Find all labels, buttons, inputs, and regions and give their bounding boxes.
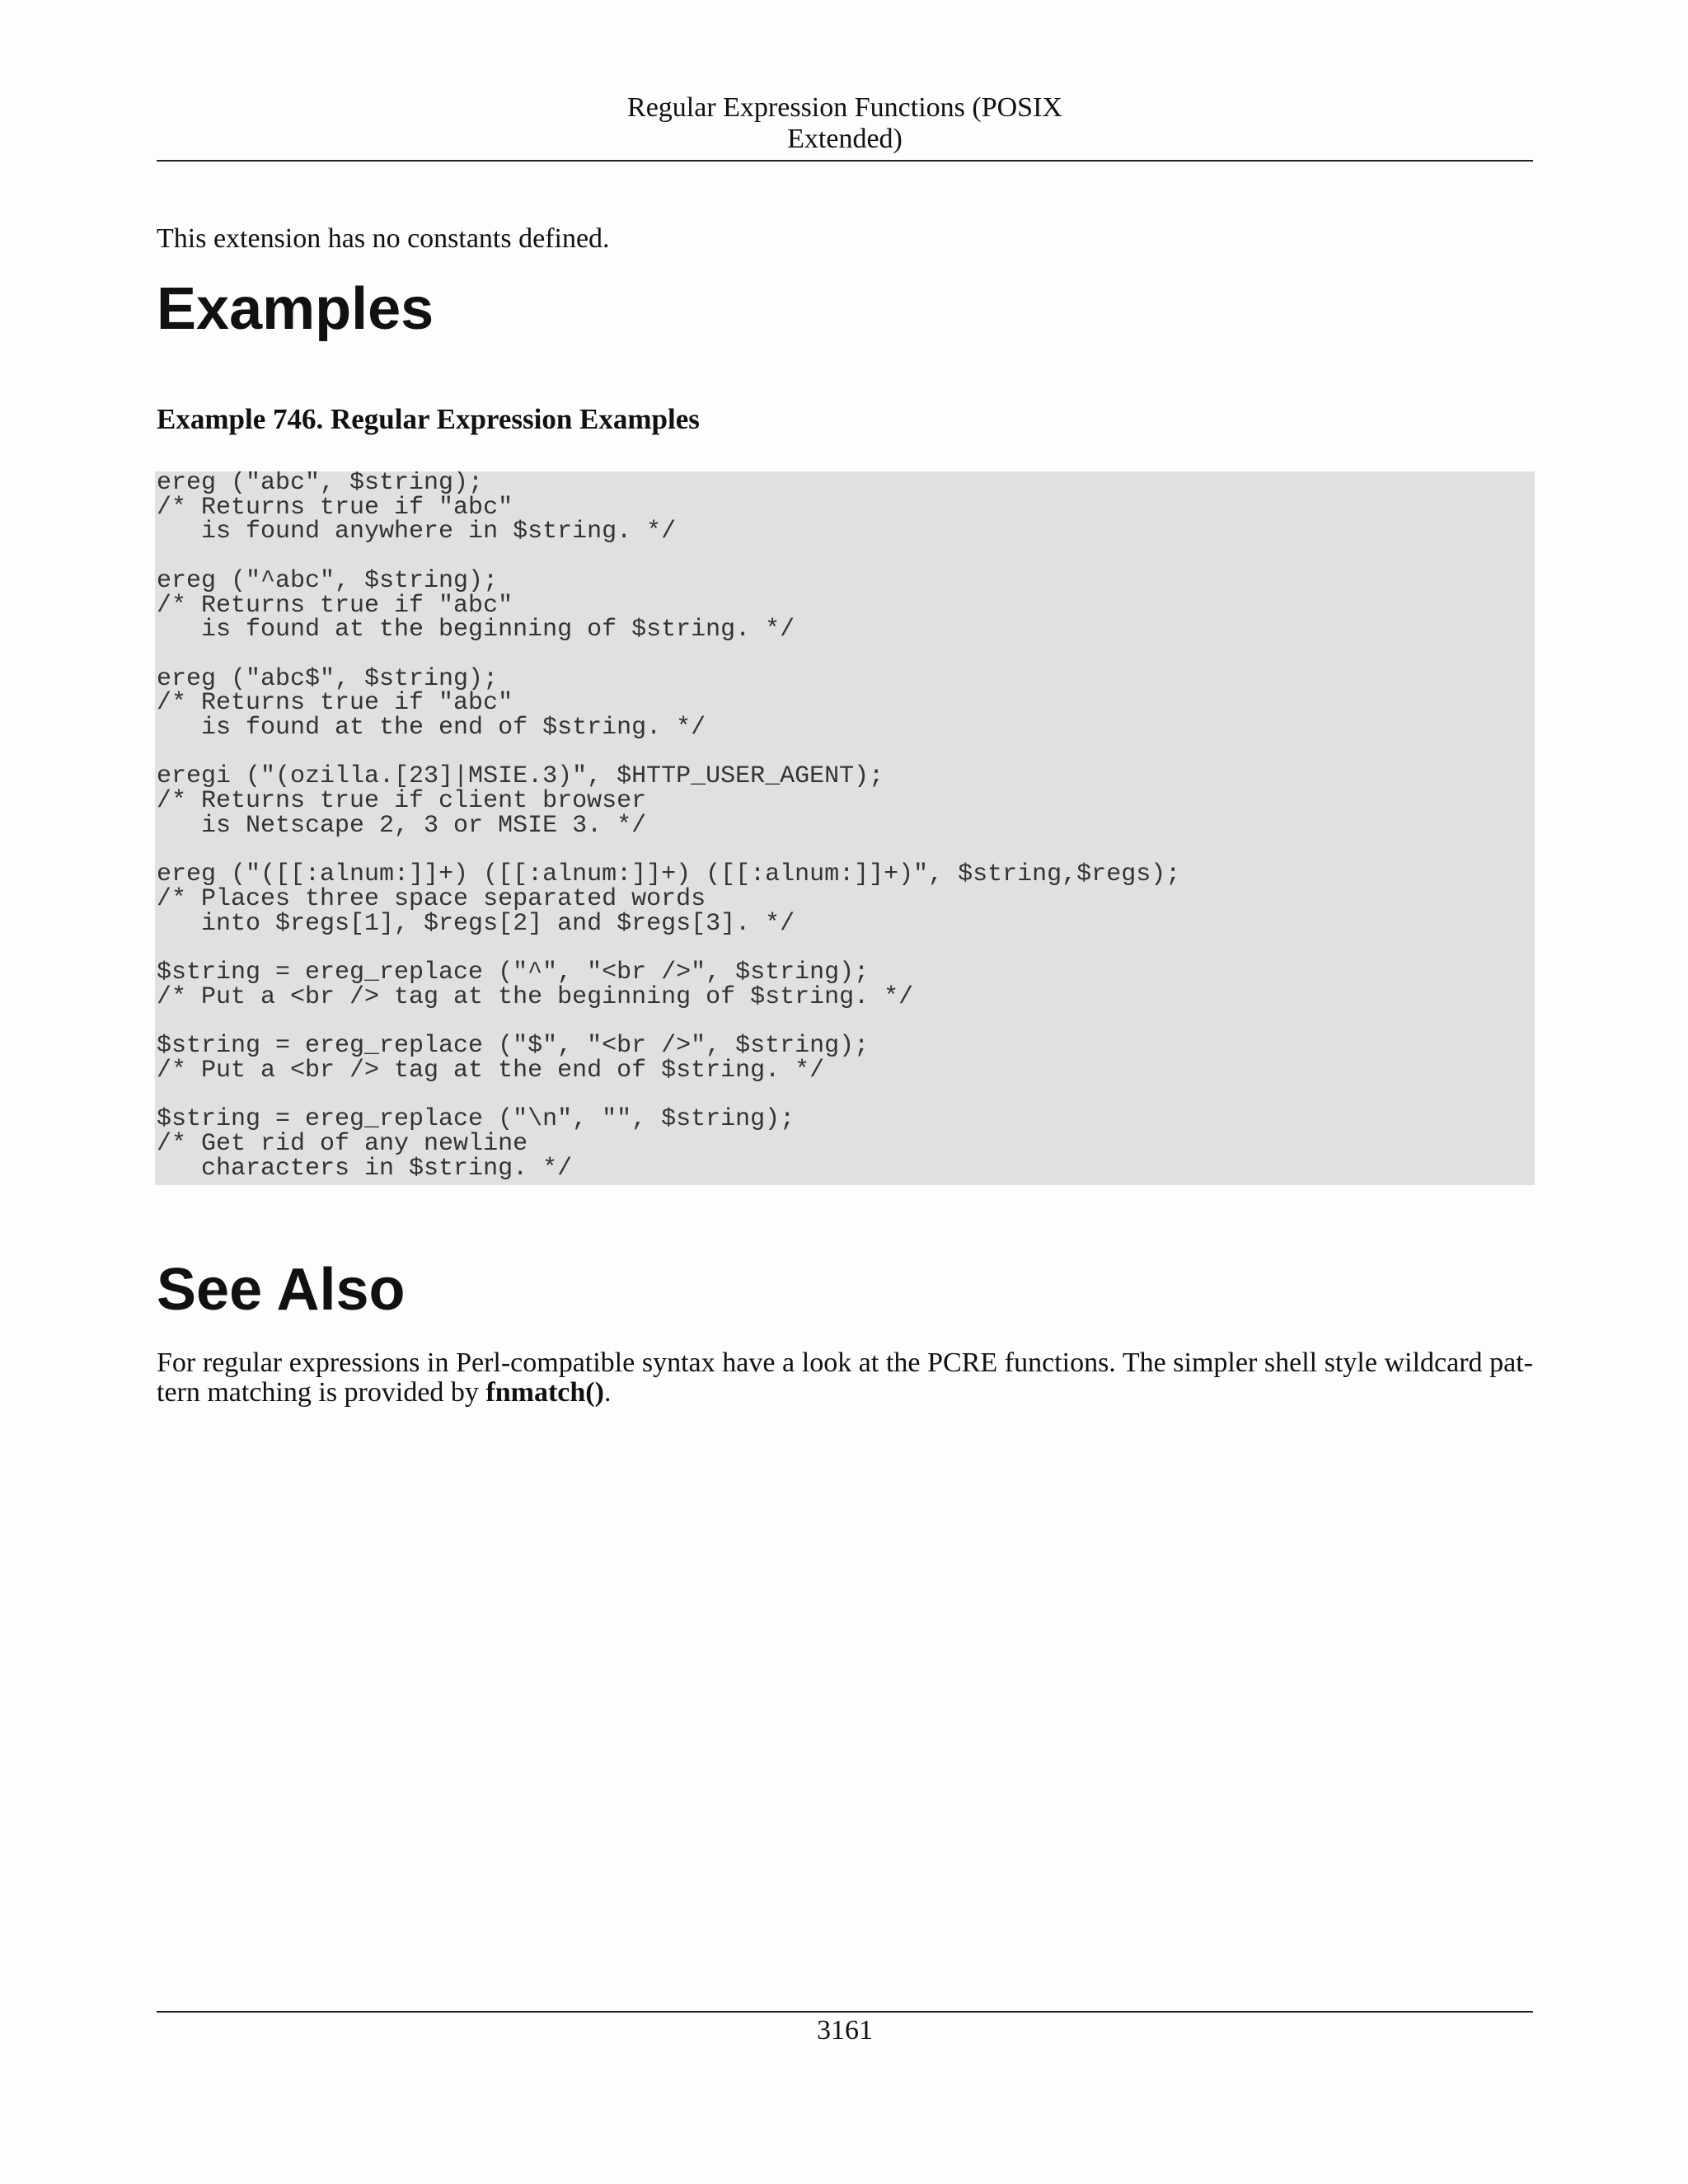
see-also-text: For regular expressions in Perl-compatible syntax have a look at the PCRE functions. The simpler shell style wildcard pat-tern matching is provided by <box>157 1347 1533 1408</box>
see-also-text-end: . <box>603 1377 612 1408</box>
examples-heading: Examples <box>157 276 434 342</box>
footer-divider <box>157 2011 1533 2013</box>
header-divider <box>157 160 1533 162</box>
see-also-heading: See Also <box>157 1257 406 1323</box>
example-title: Example 746. Regular Expression Examples <box>157 403 700 435</box>
fnmatch-function-link[interactable]: fnmatch() <box>485 1377 604 1408</box>
header-title-line-2: Extended) <box>787 124 903 154</box>
page-header <box>157 92 1533 155</box>
intro-paragraph: This extension has no constants defined. <box>157 223 610 254</box>
page-number: 3161 <box>817 2015 873 2046</box>
code-block <box>155 471 1535 1185</box>
header-title-line-1: Regular Expression Functions (POSIX <box>627 92 1062 123</box>
see-also-paragraph <box>157 1348 1533 1408</box>
code-listing: ereg ("abc", $string); /* Returns true if "abc" is found anywhere in $string. */ ereg ("^abc", $string); /* Returns true if "abc" is found at the beginning of $string. */ ereg ("abc$", $string); /* Returns true if "abc" is found at the end of $string. */ eregi ("(ozilla.[23]|MSIE.3)", $HTTP_USER_AGENT); /* Returns true if client browser is Netscape 2, 3 or MSIE 3. */ ereg ("([[:alnum:]]+) ([[:alnum:]]+) ([[:alnum:]]+)", $string,$regs); /* Places three space separated words into $regs[1], $regs[2] and $regs[3]. */ $string = ereg_replace ("^", "<br />", $string); /* Put a <br /> tag at the beginning of $string. */ $string = ereg_replace ("$", "<br />", $string); /* Put a <br /> tag at the end of $string. */ $string = ereg_replace ("\n", "", $string); /* Get rid of any newline characters in $string. */ <box>157 471 1181 1183</box>
